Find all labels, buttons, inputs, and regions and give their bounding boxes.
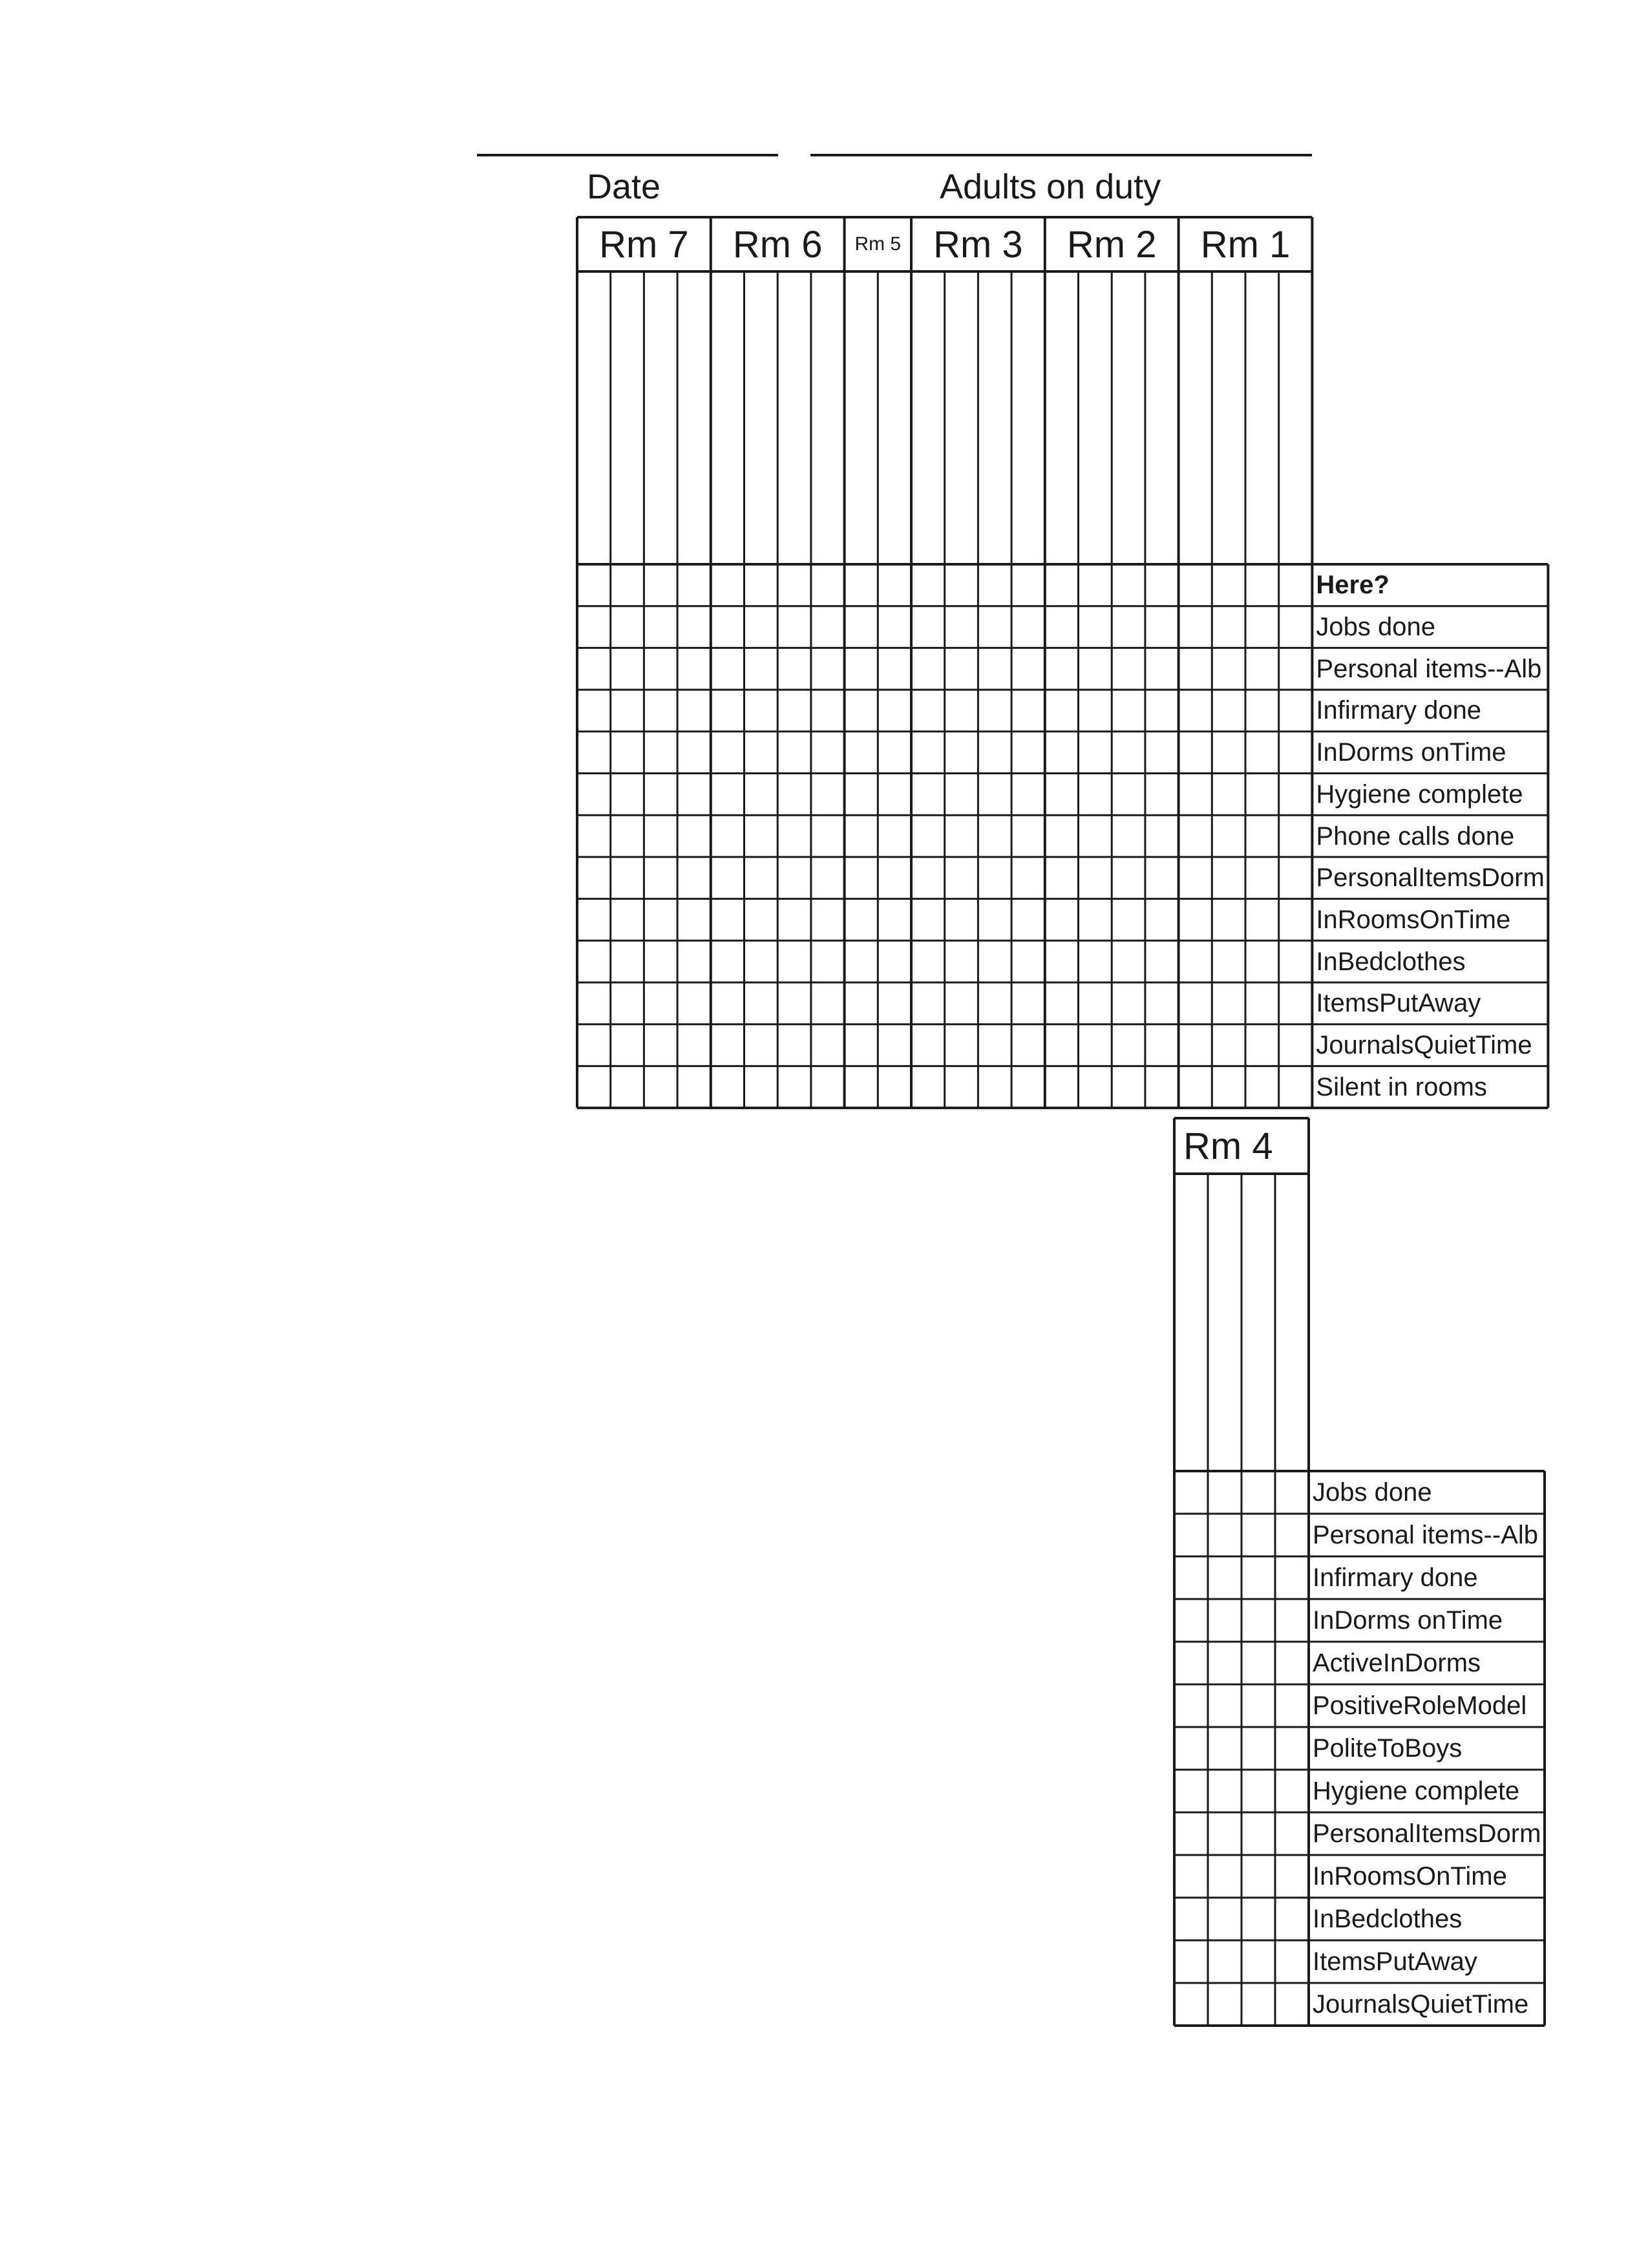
criteria-label: Silent in rooms: [1316, 1072, 1487, 1101]
check-cell[interactable]: [1241, 1642, 1275, 1684]
check-cell[interactable]: [1208, 1514, 1241, 1556]
check-cell[interactable]: [1241, 1727, 1275, 1770]
room-header-rm-4: Rm 4: [1183, 1125, 1273, 1167]
check-cell[interactable]: [1275, 1599, 1309, 1642]
criteria-label: PersonalItemsDorm: [1316, 864, 1545, 893]
check-cell[interactable]: [1241, 1684, 1275, 1727]
criteria-label: Infirmary done: [1316, 696, 1482, 725]
check-cell[interactable]: [1208, 1642, 1241, 1684]
check-cell[interactable]: [1208, 1770, 1241, 1812]
adults-on-duty-label: Adults on duty: [940, 167, 1161, 206]
check-cell[interactable]: [1174, 1556, 1208, 1599]
criteria-label: ItemsPutAway: [1313, 1947, 1477, 1976]
check-cell[interactable]: [1275, 1940, 1309, 1983]
check-cell[interactable]: [1174, 1727, 1208, 1770]
criteria-label: Hygiene complete: [1316, 779, 1523, 809]
check-cell[interactable]: [1275, 1471, 1309, 1514]
check-cell[interactable]: [1208, 1727, 1241, 1770]
room-header-rm-5: Rm 5: [854, 233, 902, 255]
check-cell[interactable]: [1275, 1812, 1309, 1855]
criteria-label: Phone calls done: [1316, 821, 1515, 851]
check-cell[interactable]: [1208, 1855, 1241, 1898]
check-cell[interactable]: [1275, 1514, 1309, 1556]
criteria-label: InDorms onTime: [1313, 1606, 1503, 1635]
check-cell[interactable]: [1241, 1556, 1275, 1599]
check-cell[interactable]: [1241, 1855, 1275, 1898]
room-header-rm-2: Rm 2: [1066, 223, 1157, 266]
criteria-label: PoliteToBoys: [1313, 1734, 1463, 1763]
check-cell[interactable]: [1241, 1471, 1275, 1514]
check-cell[interactable]: [1275, 1983, 1309, 2026]
check-cell[interactable]: [1241, 1599, 1275, 1642]
room-header-rm-7: Rm 7: [599, 223, 689, 266]
criteria-label: InRoomsOnTime: [1313, 1862, 1507, 1891]
check-cell[interactable]: [1275, 1556, 1309, 1599]
room-header-rm-6: Rm 6: [732, 223, 823, 266]
criteria-label: Hygiene complete: [1313, 1777, 1520, 1805]
check-cell[interactable]: [1275, 1770, 1309, 1812]
check-cell[interactable]: [1174, 1684, 1208, 1727]
check-cell[interactable]: [1241, 1514, 1275, 1556]
date-label: Date: [587, 167, 661, 206]
criteria-label: ItemsPutAway: [1316, 989, 1481, 1018]
check-cell[interactable]: [1275, 1684, 1309, 1727]
check-cell[interactable]: [1241, 1983, 1275, 2026]
check-cell[interactable]: [1174, 1770, 1208, 1812]
check-cell[interactable]: [1208, 1599, 1241, 1642]
check-cell[interactable]: [1208, 1940, 1241, 1983]
check-cell[interactable]: [1208, 1556, 1241, 1599]
check-cell[interactable]: [1241, 1770, 1275, 1812]
criteria-label: Personal items--Alb: [1313, 1521, 1539, 1549]
check-cell[interactable]: [1174, 1855, 1208, 1898]
check-cell[interactable]: [1208, 1684, 1241, 1727]
check-cell[interactable]: [1241, 1898, 1275, 1940]
check-cell[interactable]: [1174, 1471, 1208, 1514]
check-cell[interactable]: [1174, 1983, 1208, 2026]
check-cell[interactable]: [1208, 1983, 1241, 2026]
criteria-label: Jobs done: [1313, 1478, 1432, 1507]
criteria-label: ActiveInDorms: [1313, 1649, 1481, 1677]
criteria-label: Jobs done: [1316, 613, 1435, 642]
room-header-rm-3: Rm 3: [933, 223, 1023, 266]
criteria-label: InDorms onTime: [1316, 738, 1506, 767]
criteria-label: PositiveRoleModel: [1313, 1691, 1527, 1720]
criteria-label: InBedclothes: [1313, 1905, 1463, 1933]
check-cell[interactable]: [1174, 1514, 1208, 1556]
check-cell[interactable]: [1275, 1898, 1309, 1940]
room-header-rm-1: Rm 1: [1200, 223, 1291, 266]
check-cell[interactable]: [1208, 1471, 1241, 1514]
check-cell[interactable]: [1208, 1812, 1241, 1855]
criteria-label: Infirmary done: [1313, 1563, 1478, 1592]
check-cell[interactable]: [1241, 1940, 1275, 1983]
criteria-label: InBedclothes: [1316, 947, 1466, 976]
criteria-label: InRoomsOnTime: [1316, 905, 1511, 934]
check-cell[interactable]: [1275, 1855, 1309, 1898]
criteria-label: Personal items--Alb: [1316, 654, 1542, 683]
check-cell[interactable]: [1174, 1940, 1208, 1983]
check-cell[interactable]: [1174, 1898, 1208, 1940]
criteria-label: Here?: [1316, 571, 1389, 600]
check-cell[interactable]: [1275, 1642, 1309, 1684]
criteria-label: JournalsQuietTime: [1316, 1031, 1532, 1060]
check-cell[interactable]: [1241, 1812, 1275, 1855]
check-cell[interactable]: [1208, 1898, 1241, 1940]
check-cell[interactable]: [1174, 1812, 1208, 1855]
criteria-label: JournalsQuietTime: [1313, 1990, 1529, 2019]
check-cell[interactable]: [1275, 1727, 1309, 1770]
check-cell[interactable]: [1174, 1642, 1208, 1684]
check-cell[interactable]: [1174, 1599, 1208, 1642]
criteria-label: PersonalItemsDorm: [1313, 1819, 1541, 1848]
